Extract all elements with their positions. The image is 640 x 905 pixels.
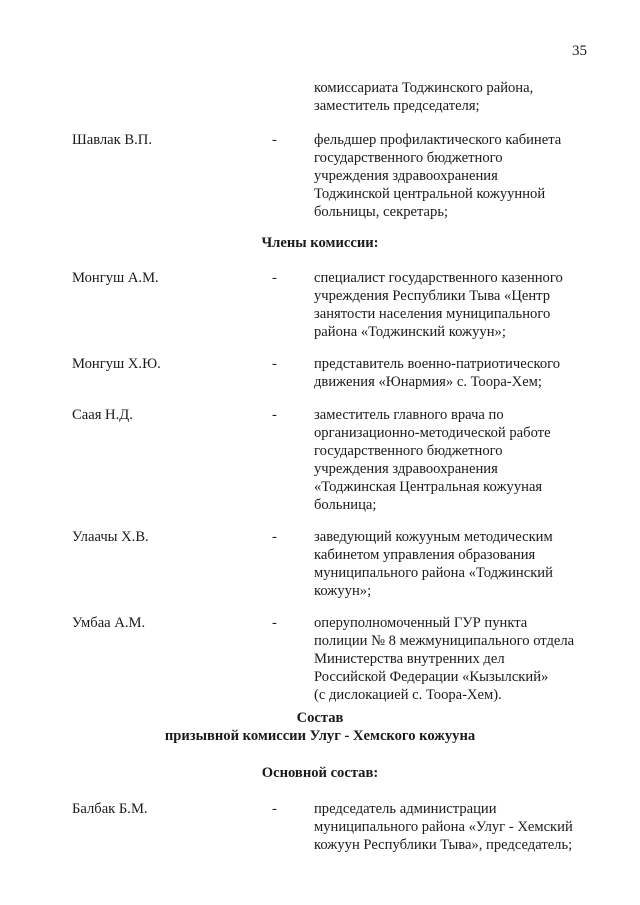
description-line: учреждения здравоохранения [314,168,498,184]
description-line: занятости населения муниципального [314,306,551,322]
description-line: учреждения здравоохранения [314,461,498,477]
member-name: Монгуш Х.Ю. [72,356,161,372]
description-line: движения «Юнармия» с. Тоора-Хем; [314,374,542,390]
page-number: 35 [572,43,587,59]
description-line: района «Тоджинский кожуун»; [314,324,506,340]
description-line: государственного бюджетного [314,443,503,459]
section-heading-commission: призывной комиссии Улуг - Хемского кожууна [164,728,476,744]
entry-description [314,614,604,704]
member-name: Шавлак В.П. [72,132,152,148]
description-line: кожуун Республики Тыва», председатель; [314,837,573,853]
entry-dash: - [272,801,277,817]
description-line: заместитель председателя; [314,98,480,114]
description-line: представитель военно-патриотического [314,356,561,372]
description-line: фельдшер профилактического кабинета [314,132,562,148]
description-line: муниципального района «Тоджинский [314,565,553,581]
member-name: Монгуш А.М. [72,270,159,286]
description-line: (с дислокацией с. Тоора-Хем). [314,687,502,703]
description-line: председатель администрации [314,801,497,817]
description-line: больница; [314,497,377,513]
entry-description [314,406,604,514]
entry-description [314,131,604,221]
entry-dash: - [272,615,277,631]
member-name: Саая Н.Д. [72,407,133,423]
description-line: специалист государственного казенного [314,270,563,286]
description-line: «Тоджинская Центральная кожууная [314,479,543,495]
entry-description [314,355,604,391]
description-line: Тоджинской центральной кожуунной [314,186,546,202]
description-line: комиссариата Тоджинского района, [314,80,534,96]
description-line: больницы, секретарь; [314,204,449,220]
description-line: оперуполномоченный ГУР пункта [314,615,528,631]
description-line: полиции № 8 межмуниципального отдела [314,633,575,649]
description-line: заведующий кожууным методическим [314,529,553,545]
member-name: Умбаа А.М. [72,615,146,631]
description-line: заместитель главного врача по [314,407,504,423]
section-heading-main-composition: Основной состав: [261,765,379,781]
entry-description [314,800,604,854]
entry-dash: - [272,356,277,372]
description-line: кожуун»; [314,583,372,599]
description-line: кабинетом управления образования [314,547,536,563]
description-line: муниципального района «Улуг - Хемский [314,819,573,835]
section-heading-members: Члены комиссии: [261,235,379,251]
entry-dash: - [272,132,277,148]
description-line: учреждения Республики Тыва «Центр [314,288,551,304]
section-heading-composition: Состав [296,710,344,726]
description-line: государственного бюджетного [314,150,503,166]
entry-dash: - [272,529,277,545]
description-line: Министерства внутренних дел [314,651,505,667]
entry-description [314,79,604,115]
entry-description [314,269,604,341]
description-line: Российской Федерации «Кызылский» [314,669,549,685]
entry-dash: - [272,270,277,286]
entry-dash: - [272,407,277,423]
member-name: Улаачы Х.В. [72,529,149,545]
description-line: организационно-методической работе [314,425,551,441]
member-name: Балбак Б.М. [72,801,148,817]
entry-description [314,528,604,600]
